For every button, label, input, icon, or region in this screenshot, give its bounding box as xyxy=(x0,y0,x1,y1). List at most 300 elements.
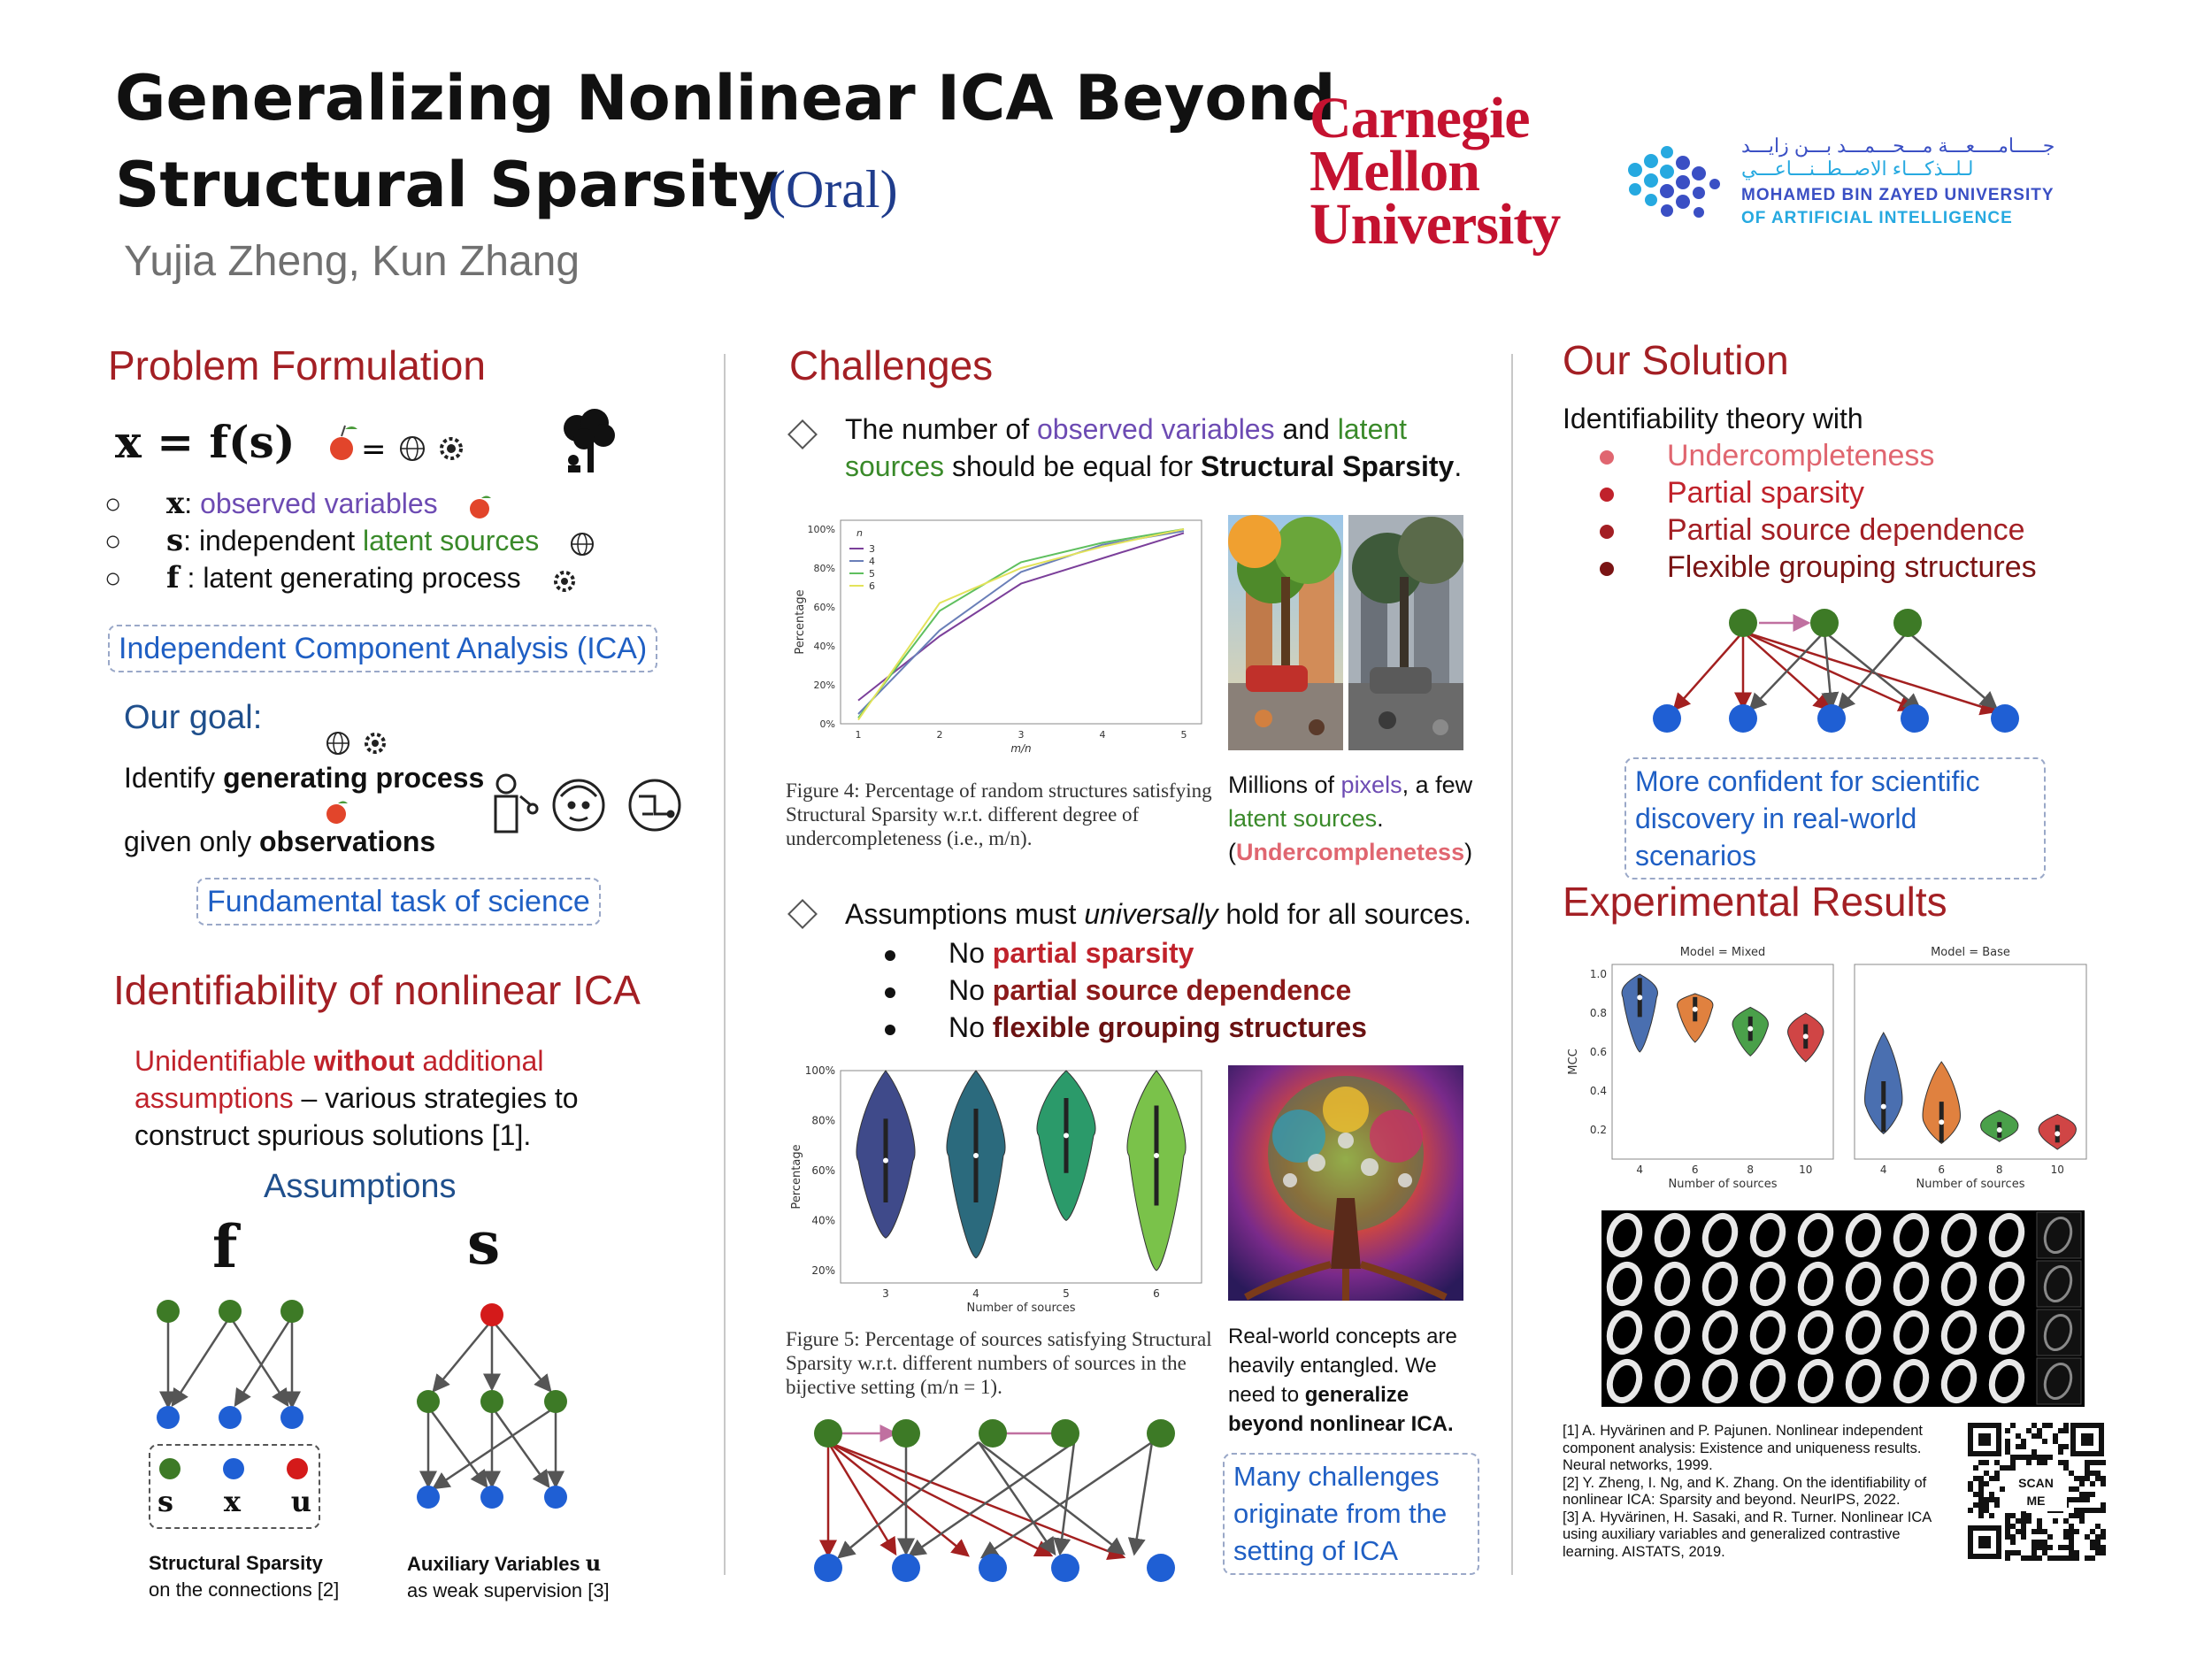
mbzuai-logo-mark xyxy=(1617,134,1732,236)
qr-module xyxy=(2032,1545,2037,1550)
gear-icon xyxy=(547,565,582,595)
violin-median xyxy=(1747,1026,1753,1032)
x-tick-label: 5 xyxy=(1180,729,1187,741)
qr-module xyxy=(1994,1497,2000,1502)
fig5-chart xyxy=(786,1062,1219,1332)
observed-node xyxy=(892,1554,920,1582)
qr-module xyxy=(2026,1513,2032,1518)
diamond-icon xyxy=(784,416,819,456)
qr-module xyxy=(2090,1492,2095,1497)
qr-module xyxy=(2079,1497,2085,1502)
qr-module xyxy=(2042,1540,2047,1545)
y-tick-label: 1.0 xyxy=(1589,968,1607,980)
bullet-item: No partial sparsity xyxy=(885,934,1367,972)
qr-module xyxy=(1984,1502,1989,1508)
globe-icon xyxy=(327,733,349,754)
qr-module xyxy=(2037,1518,2042,1524)
qr-module xyxy=(2063,1444,2069,1449)
chart-title: Model = Base xyxy=(1931,946,2010,959)
qr-module xyxy=(2069,1534,2074,1540)
observed-node xyxy=(1901,704,1929,733)
qr-module xyxy=(2079,1518,2085,1524)
qr-module xyxy=(1973,1492,1978,1497)
qr-module xyxy=(1978,1502,1984,1508)
violin-median xyxy=(973,1153,979,1158)
qr-module xyxy=(2090,1460,2095,1465)
qr-module xyxy=(2042,1460,2047,1465)
auxiliary-variables-diagram xyxy=(407,1301,584,1517)
source-node xyxy=(280,1300,303,1323)
variable-list xyxy=(104,485,671,596)
qr-module xyxy=(2069,1486,2074,1492)
qr-module xyxy=(2047,1423,2053,1428)
realworld-text: Real-world concepts are heavily entangled. We need to generalize beyond nonlinear ICA. xyxy=(1228,1325,1457,1436)
qr-finder-core xyxy=(1978,1433,1991,1446)
qr-module xyxy=(1978,1508,1984,1513)
series-line xyxy=(858,529,1184,720)
cmu-word-1: Carnegie xyxy=(1310,86,1530,150)
qr-module xyxy=(2085,1508,2090,1513)
qr-module xyxy=(2074,1529,2079,1534)
qr-finder-core xyxy=(2081,1433,2093,1446)
qr-module xyxy=(2069,1545,2074,1550)
qr-module xyxy=(2058,1449,2063,1455)
qr-module xyxy=(2016,1455,2021,1460)
qr-module xyxy=(2016,1550,2021,1555)
qr-module xyxy=(2058,1555,2063,1561)
qr-module xyxy=(2026,1555,2032,1561)
oral-badge: (Oral) xyxy=(768,160,898,219)
qr-module xyxy=(2095,1540,2101,1545)
qr-module xyxy=(2042,1455,2047,1460)
qr-module xyxy=(2069,1550,2074,1555)
main-equation: x = f(s) xyxy=(115,416,296,468)
qr-module xyxy=(2058,1460,2063,1465)
digit-reconstruction-grid xyxy=(1601,1210,2085,1411)
qr-module xyxy=(2037,1529,2042,1534)
auxiliary-caption: Auxiliary Variables u as weak supervision [3] xyxy=(407,1550,610,1601)
violin-median xyxy=(1637,995,1642,1000)
qr-module xyxy=(2063,1555,2069,1561)
authors: Yujia Zheng, Kun Zhang xyxy=(124,238,580,285)
observed-node xyxy=(544,1486,567,1509)
reference-item: [2] Y. Zheng, I. Ng, and K. Zhang. On the identifiability of nonlinear ICA: Sparsity and beyond. NeurIPS, 2022. xyxy=(1563,1474,1927,1508)
confident-box: More confident for scientific discovery in real-world scenarios xyxy=(1624,757,2046,879)
mbzuai-english xyxy=(1741,184,2055,230)
qr-module xyxy=(2005,1524,2010,1529)
observed-node xyxy=(280,1406,303,1429)
solution-item: Partial sparsity xyxy=(1600,474,2037,511)
qr-module xyxy=(1978,1481,1984,1486)
qr-module xyxy=(2079,1508,2085,1513)
assumptions-heading: Assumptions xyxy=(264,1168,457,1205)
y-tick-label: 80% xyxy=(811,1114,835,1127)
qr-module xyxy=(2042,1439,2047,1444)
globe-icon xyxy=(565,528,600,558)
x-tick-label: 3 xyxy=(882,1287,889,1300)
qr-module xyxy=(2053,1433,2058,1439)
scientist-icon xyxy=(495,775,537,832)
source-node xyxy=(219,1300,242,1323)
qr-module xyxy=(2010,1423,2016,1428)
column-divider-2 xyxy=(1511,354,1513,1575)
qr-module xyxy=(2042,1550,2047,1555)
qr-module xyxy=(1984,1460,1989,1465)
x-tick-label: 6 xyxy=(1153,1287,1160,1300)
title-line-1: Generalizing Nonlinear ICA Beyond xyxy=(115,62,1336,134)
column-divider-1 xyxy=(724,354,726,1575)
qr-module xyxy=(2021,1455,2026,1460)
qr-module xyxy=(2090,1540,2095,1545)
qr-module xyxy=(2005,1444,2010,1449)
qr-module xyxy=(2069,1524,2074,1529)
qr-module xyxy=(2069,1513,2074,1518)
qr-module xyxy=(1968,1481,1973,1486)
qr-module xyxy=(2010,1524,2016,1529)
challenge-1-text: The number of observed variables and latent sources should be equal for Structural Sparsity. xyxy=(845,413,1463,482)
plot-frame xyxy=(841,520,1202,724)
qr-module xyxy=(2032,1540,2037,1545)
solution-item: Partial source dependence xyxy=(1600,511,2037,549)
reference-item: [1] A. Hyvärinen and P. Pajunen. Nonlinear independent component analysis: Existence and uniqueness results. Neural networks, 1999. xyxy=(1563,1423,1923,1473)
qr-module xyxy=(1978,1460,1984,1465)
qr-module xyxy=(2090,1481,2095,1486)
qr-module xyxy=(2079,1492,2085,1497)
observed-node xyxy=(1817,704,1846,733)
qr-module xyxy=(2074,1486,2079,1492)
qr-module xyxy=(2021,1529,2026,1534)
legend-label: 4 xyxy=(869,556,875,567)
observed-node xyxy=(219,1406,242,1429)
qr-module xyxy=(2058,1428,2063,1433)
legend-observed-node xyxy=(223,1458,244,1479)
violin-median xyxy=(1064,1133,1069,1138)
qr-module xyxy=(2101,1502,2106,1508)
reference-item: [3] A. Hyvärinen, H. Sasaki, and R. Turner. Nonlinear ICA using auxiliary variables and generalized contrastive learning. AISTATS, 2019. xyxy=(1563,1509,1932,1560)
x-tick-label: 4 xyxy=(972,1287,979,1300)
x-tick-label: 6 xyxy=(1691,1164,1699,1176)
violin-median xyxy=(1803,1033,1809,1039)
qr-module xyxy=(2026,1428,2032,1433)
qr-module xyxy=(2010,1455,2016,1460)
qr-module xyxy=(2063,1423,2069,1428)
qr-code[interactable] xyxy=(1966,1421,2106,1565)
mbzuai-arabic xyxy=(1741,134,2055,180)
given-text: given only observations xyxy=(124,826,436,857)
qr-module xyxy=(2005,1550,2010,1555)
equation-icons xyxy=(326,420,476,478)
qr-module xyxy=(2037,1555,2042,1561)
qr-module xyxy=(2074,1476,2079,1481)
y-tick-label: 100% xyxy=(807,524,835,535)
identifiability-heading: Identifiability of nonlinear ICA xyxy=(113,967,641,1013)
x-axis-label: Number of sources xyxy=(966,1302,1076,1315)
qr-module xyxy=(2037,1540,2042,1545)
s-symbol: s xyxy=(467,1209,501,1278)
x-tick-label: 2 xyxy=(936,729,943,741)
observed-node xyxy=(1147,1554,1175,1582)
violin-median xyxy=(2055,1131,2060,1136)
y-tick-label: 0.8 xyxy=(1589,1007,1607,1019)
qr-label: SCAN ME xyxy=(2005,1471,2067,1511)
y-axis-label: Percentage xyxy=(790,1144,803,1210)
source-node xyxy=(1147,1419,1175,1448)
qr-module xyxy=(2074,1555,2079,1561)
solution-item: Flexible grouping structures xyxy=(1600,549,2037,586)
identifiability-text: Unidentifiable without additional assumptions – various strategies to construct spurious solutions [1]. xyxy=(134,1045,579,1151)
qr-module xyxy=(2042,1529,2047,1534)
mbzuai-arabic-line-1: جـــــامــــعـــة مـــحـــمـــد بـــن زايـــد xyxy=(1741,134,2055,157)
x-tick-label: 1 xyxy=(855,729,862,741)
violin-median xyxy=(1997,1127,2002,1133)
qr-module xyxy=(1973,1502,1978,1508)
qr-module xyxy=(2026,1518,2032,1524)
qr-module xyxy=(2026,1460,2032,1465)
y-tick-label: 100% xyxy=(804,1064,835,1077)
legend-label: 5 xyxy=(869,568,875,580)
violin-median xyxy=(1881,1104,1886,1110)
qr-module xyxy=(2079,1476,2085,1481)
qr-module xyxy=(1978,1492,1984,1497)
y-tick-label: 60% xyxy=(811,1164,835,1177)
qr-module xyxy=(2037,1460,2042,1465)
qr-module xyxy=(1968,1508,1973,1513)
qr-module xyxy=(2058,1444,2063,1449)
x-tick-label: 8 xyxy=(1995,1164,2003,1176)
qr-module xyxy=(2021,1444,2026,1449)
mbzuai-arabic-line-2: لـلــذكـــاء الاصــطــنـــاعـــي xyxy=(1741,157,1974,180)
globe-icon xyxy=(401,437,424,460)
qr-module xyxy=(2032,1550,2037,1555)
source-node xyxy=(979,1419,1007,1448)
svg-text:=: = xyxy=(361,432,387,467)
x-tick-label: 4 xyxy=(1879,1164,1887,1176)
qr-module xyxy=(2016,1529,2021,1534)
qr-module xyxy=(2095,1524,2101,1529)
qr-module xyxy=(2074,1508,2079,1513)
variable-item: ○ f : latent generating process xyxy=(104,559,671,596)
source-node xyxy=(1729,609,1757,637)
qr-module xyxy=(2063,1460,2069,1465)
qr-module xyxy=(2101,1529,2106,1534)
references xyxy=(1563,1423,1952,1561)
y-tick-label: 40% xyxy=(811,1214,835,1227)
concept-tree-image xyxy=(1228,1065,1463,1301)
qr-module xyxy=(2101,1481,2106,1486)
qr-module xyxy=(1978,1486,1984,1492)
qr-module xyxy=(2021,1513,2026,1518)
x-tick-label: 8 xyxy=(1747,1164,1755,1176)
qr-module xyxy=(2042,1423,2047,1428)
y-tick-label: 0.6 xyxy=(1589,1046,1607,1058)
source-node xyxy=(544,1390,567,1413)
scientist-icons xyxy=(487,770,690,845)
qr-module xyxy=(2032,1423,2037,1428)
qr-module xyxy=(2079,1513,2085,1518)
qr-module xyxy=(1989,1476,1994,1481)
f-symbol: f xyxy=(212,1212,238,1281)
qr-module xyxy=(2016,1518,2021,1524)
cmu-word-3: University xyxy=(1310,192,1561,257)
diamond-icon xyxy=(784,895,819,935)
variable-item: ○ s: independent latent sources xyxy=(104,522,671,559)
qr-module xyxy=(2053,1518,2058,1524)
observed-node xyxy=(1991,704,2019,733)
y-tick-label: 40% xyxy=(813,641,835,652)
legend-title: n xyxy=(856,527,863,539)
legend-x: x xyxy=(223,1485,241,1518)
qr-module xyxy=(2005,1428,2010,1433)
observed-node xyxy=(157,1406,180,1429)
gear-icon xyxy=(366,734,384,752)
solution-intro: Identifiability theory with xyxy=(1563,403,1863,434)
challenges-graph xyxy=(803,1416,1193,1588)
violin-median xyxy=(1939,1119,1944,1125)
qr-module xyxy=(1968,1486,1973,1492)
qr-module xyxy=(2069,1555,2074,1561)
x-tick-label: 10 xyxy=(2050,1164,2064,1176)
qr-module xyxy=(2005,1534,2010,1540)
sxu-legend-box xyxy=(149,1444,320,1529)
qr-module xyxy=(1984,1471,1989,1476)
qr-module xyxy=(2016,1444,2021,1449)
brain-circuit-icon xyxy=(630,780,680,830)
cmu-word-2: Mellon xyxy=(1310,139,1479,204)
qr-module xyxy=(2095,1471,2101,1476)
pixels-text: Millions of pixels, a few latent sources. (Undercomplenetess) xyxy=(1228,772,1473,865)
source-node xyxy=(1893,609,1922,637)
qr-module xyxy=(2021,1534,2026,1540)
qr-module xyxy=(2085,1460,2090,1465)
fig5-caption: Figure 5: Percentage of sources satisfying Structural Sparsity w.r.t. different numbers of sources in the bijective setting (m/n = 1). xyxy=(786,1328,1212,1398)
fig4-caption: Figure 4: Percentage of random structures satisfying Structural Sparsity w.r.t. different degree of undercompleteness (i.e., m/n). xyxy=(786,780,1212,849)
qr-module xyxy=(2090,1545,2095,1550)
qr-module xyxy=(2074,1513,2079,1518)
qr-module xyxy=(2063,1529,2069,1534)
qr-module xyxy=(2053,1555,2058,1561)
qr-module xyxy=(2010,1534,2016,1540)
qr-module xyxy=(1994,1502,2000,1508)
many-challenges-box: Many challenges originate from the setting of ICA xyxy=(1223,1453,1479,1575)
apple-icon xyxy=(330,426,357,460)
mcc-chart-mixed xyxy=(1563,938,1844,1208)
digit-grid-background xyxy=(1601,1210,2085,1407)
legend-label: 6 xyxy=(869,580,875,592)
qr-module xyxy=(2069,1529,2074,1534)
y-tick-label: 20% xyxy=(813,680,835,691)
qr-module xyxy=(2037,1455,2042,1460)
qr-module xyxy=(2047,1545,2053,1550)
x-tick-label: 6 xyxy=(1938,1164,1946,1176)
observed-node xyxy=(1729,704,1757,733)
bullet-item: No partial source dependence xyxy=(885,972,1367,1009)
qr-module xyxy=(1978,1476,1984,1481)
goal-icons xyxy=(317,724,396,764)
qr-module xyxy=(1978,1497,1984,1502)
mbzuai-en-line-2: OF ARTIFICIAL INTELLIGENCE xyxy=(1741,209,2013,227)
x-tick-label: 10 xyxy=(1799,1164,1813,1176)
qr-module xyxy=(2037,1433,2042,1439)
qr-module xyxy=(2063,1428,2069,1433)
qr-module xyxy=(2032,1433,2037,1439)
qr-module xyxy=(2058,1545,2063,1550)
qr-module xyxy=(2010,1540,2016,1545)
series-line xyxy=(858,531,1184,714)
qr-module xyxy=(1994,1460,2000,1465)
qr-module xyxy=(2069,1540,2074,1545)
y-tick-label: 80% xyxy=(813,563,835,574)
source-node xyxy=(157,1300,180,1323)
qr-module xyxy=(1973,1465,1978,1471)
legend-auxiliary-node xyxy=(287,1458,308,1479)
qr-module xyxy=(2101,1460,2106,1465)
qr-module xyxy=(2032,1529,2037,1534)
qr-module xyxy=(1984,1481,1989,1486)
auxiliary-node xyxy=(480,1303,503,1326)
qr-module xyxy=(2085,1492,2090,1497)
y-tick-label: 0% xyxy=(819,718,835,730)
qr-module xyxy=(2095,1460,2101,1465)
cmu-logo xyxy=(1310,86,1561,257)
qr-module xyxy=(2095,1508,2101,1513)
qr-module xyxy=(2074,1550,2079,1555)
qr-module xyxy=(2090,1529,2095,1534)
qr-module xyxy=(2016,1433,2021,1439)
observed-node xyxy=(1051,1554,1079,1582)
source-node xyxy=(480,1390,503,1413)
qr-module xyxy=(2074,1497,2079,1502)
qr-module xyxy=(2063,1518,2069,1524)
y-tick-label: 0.4 xyxy=(1589,1085,1607,1097)
qr-finder-core xyxy=(1978,1536,1991,1548)
qr-module xyxy=(2010,1460,2016,1465)
legend-label: 3 xyxy=(869,543,875,555)
qr-module xyxy=(1984,1497,1989,1502)
goal-text: Identify generating process xyxy=(124,762,485,794)
series-line xyxy=(858,533,1184,700)
qr-module xyxy=(1994,1476,2000,1481)
qr-module xyxy=(2037,1545,2042,1550)
x-tick-label: 3 xyxy=(1018,729,1025,741)
solution-heading: Our Solution xyxy=(1563,337,1789,383)
qr-module xyxy=(2090,1471,2095,1476)
variable-item: ○ x: observed variables xyxy=(104,485,671,522)
series-line xyxy=(858,529,1184,718)
qr-module xyxy=(2021,1439,2026,1444)
qr-module xyxy=(2101,1534,2106,1540)
mbzuai-en-line-1: MOHAMED BIN ZAYED UNIVERSITY xyxy=(1741,186,2055,204)
qr-module xyxy=(2101,1476,2106,1481)
challenges-heading: Challenges xyxy=(789,342,994,388)
qr-module xyxy=(2063,1534,2069,1540)
qr-module xyxy=(1984,1508,1989,1513)
x-axis-label: Number of sources xyxy=(1668,1178,1778,1191)
qr-module xyxy=(2095,1545,2101,1550)
goal-heading: Our goal: xyxy=(124,699,263,736)
challenge-2-text: Assumptions must universally hold for all sources. xyxy=(845,898,1471,930)
qr-module xyxy=(2063,1545,2069,1550)
qr-module xyxy=(2079,1481,2085,1486)
qr-module xyxy=(2005,1518,2010,1524)
gear-icon xyxy=(442,439,461,458)
observed-node xyxy=(1653,704,1681,733)
qr-module xyxy=(2095,1476,2101,1481)
observed-node xyxy=(480,1486,503,1509)
mbzuai-hex-icon xyxy=(1617,134,1732,232)
observed-node xyxy=(814,1554,842,1582)
violin-median xyxy=(883,1158,888,1164)
mcc-chart-base xyxy=(1844,938,2095,1208)
